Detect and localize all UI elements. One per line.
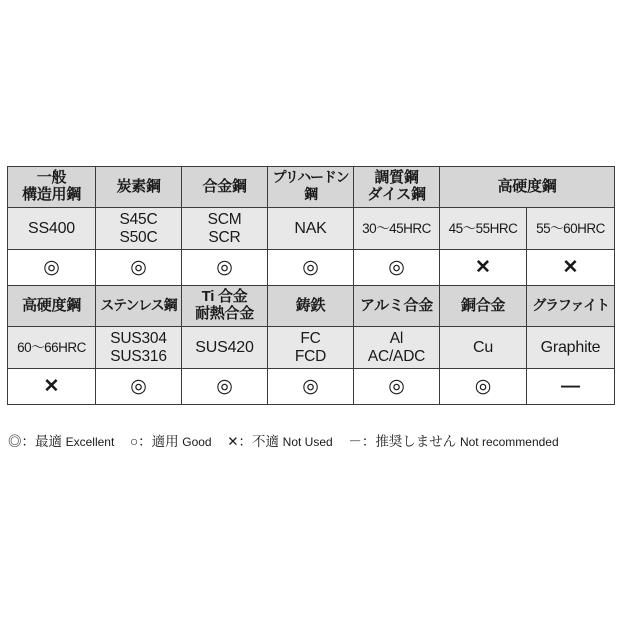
header-line-1: 高硬度鋼: [497, 177, 557, 195]
legend-label-jp: 適用: [151, 434, 179, 449]
grade-line-1: Graphite: [540, 338, 601, 356]
table-row: [8, 369, 615, 405]
grade-cell-scm-scr: [182, 208, 268, 250]
grade-line-2: SUS316: [110, 347, 167, 365]
header-cell-prehardened-steel: [268, 167, 354, 208]
rating-cell-sus304-sus316: [96, 369, 182, 405]
rating-cell-fc-fcd: [268, 369, 354, 405]
header-line-1: 一般: [36, 169, 67, 187]
legend: [8, 430, 618, 450]
grade-cell-ss400: [8, 208, 96, 250]
grade-line-1: 60～66HRC: [17, 339, 86, 355]
grade-line-1: S45C: [119, 211, 158, 229]
header-cell-ti-alloy-heat-resistant-alloy: [182, 286, 268, 327]
grade-line-2: SCR: [208, 228, 241, 246]
table-row: [8, 250, 615, 286]
grade-line-1: 45～55HRC: [448, 220, 518, 236]
rating-symbol: ◎: [130, 256, 147, 278]
legend-separator: ：: [361, 434, 376, 449]
material-compatibility-table: [7, 166, 614, 405]
legend-symbol-circle: ○: [129, 434, 139, 449]
legend-symbol-double-circle: ◎: [8, 434, 22, 449]
legend-label-jp: 不適: [252, 434, 280, 449]
grade-line-1: FC: [300, 330, 321, 348]
table-row: [8, 286, 615, 327]
rating-symbol: ◎: [43, 256, 60, 278]
grade-line-1: SUS304: [110, 330, 167, 348]
header-cell-aluminium-alloy: [354, 286, 440, 327]
grade-line-1: 55～60HRC: [536, 220, 605, 236]
legend-item-excellent: [8, 430, 114, 450]
grade-cell-sus420: [182, 327, 268, 369]
header-line-1: Ti 合金: [201, 288, 248, 306]
grade-cell-fc-fcd: [268, 327, 354, 369]
header-line-1: アルミ合金: [360, 296, 433, 314]
header-cell-alloy-steel: [182, 167, 268, 208]
header-cell-copper-alloy: [440, 286, 527, 327]
header-line-1: プリハードン鋼: [272, 169, 349, 202]
grade-line-1: NAK: [294, 219, 327, 237]
rating-cell-cu: [440, 369, 527, 405]
header-line-1: 調質鋼: [374, 169, 419, 187]
header-line-1: 炭素鋼: [116, 177, 161, 195]
legend-item-not-recommended: [348, 430, 558, 450]
legend-label-jp: 最適: [35, 434, 62, 449]
rating-cell-nak: [268, 250, 354, 286]
table-row: [8, 208, 615, 250]
grade-line-2: FCD: [294, 347, 327, 365]
header-line-2: ダイス鋼: [367, 186, 426, 203]
rating-cell-45-55hrc: [440, 250, 527, 286]
rating-symbol: ✕: [43, 375, 60, 397]
grade-line-1: SCM: [207, 211, 242, 229]
rating-cell-55-60hrc: [527, 250, 615, 286]
grade-cell-sus304-sus316: [96, 327, 182, 369]
grade-cell-30-45hrc: [354, 208, 440, 250]
header-cell-high-hardness-steel-2: [8, 286, 96, 327]
rating-cell-30-45hrc: [354, 250, 440, 286]
header-cell-carbon-steel: [96, 167, 182, 208]
legend-symbol-dash: －: [348, 434, 362, 449]
rating-cell-ss400: [8, 250, 96, 286]
header-line-1: 銅合金: [460, 296, 506, 314]
header-cell-cast-iron: [268, 286, 354, 327]
header-line-1: 合金鋼: [202, 177, 247, 195]
legend-label-en: Good: [182, 435, 212, 449]
header-cell-high-hardness-steel: [440, 167, 615, 208]
rating-symbol: ◎: [216, 256, 233, 278]
rating-symbol: ◎: [302, 256, 319, 278]
header-line-2: 構造用鋼: [22, 186, 81, 203]
grade-line-2: S50C: [119, 228, 158, 246]
legend-label-en: Not Used: [282, 435, 333, 449]
legend-symbol-cross: ✕: [227, 434, 239, 449]
rating-symbol: ◎: [388, 375, 405, 397]
grade-line-2: AC/ADC: [367, 347, 426, 365]
grade-line-1: SS400: [27, 219, 76, 237]
rating-cell-s45c-s50c: [96, 250, 182, 286]
grade-cell-graphite: [527, 327, 615, 369]
legend-separator: ：: [138, 434, 152, 449]
grade-line-1: Al: [389, 330, 404, 348]
header-line-2: 耐熱合金: [195, 305, 254, 322]
legend-label-en: Not recommended: [459, 435, 559, 449]
rating-cell-60-66hrc: [8, 369, 96, 405]
rating-cell-scm-scr: [182, 250, 268, 286]
rating-symbol: ◎: [216, 375, 233, 397]
grade-cell-45-55hrc: [440, 208, 527, 250]
rating-symbol: ―: [561, 375, 580, 397]
table-row: [8, 327, 615, 369]
header-cell-stainless-steel: [96, 286, 182, 327]
header-cell-quenched-tempered-die-steel: [354, 167, 440, 208]
header-line-1: ステンレス鋼: [100, 296, 177, 313]
header-line-1: グラファイト: [532, 296, 609, 313]
rating-symbol: ✕: [562, 256, 579, 278]
rating-cell-sus420: [182, 369, 268, 405]
grade-cell-60-66hrc: [8, 327, 96, 369]
legend-separator: ：: [21, 434, 35, 449]
grade-line-1: SUS420: [195, 338, 254, 356]
legend-item-good: [130, 430, 212, 450]
table-row: [8, 167, 615, 208]
grade-cell-al-ac-adc: [354, 327, 440, 369]
legend-label-jp: 推奨しません: [375, 434, 457, 449]
grade-line-1: Cu: [472, 338, 494, 356]
rating-cell-al-ac-adc: [354, 369, 440, 405]
grade-line-1: 30～45HRC: [362, 220, 431, 236]
grade-cell-nak: [268, 208, 354, 250]
grade-cell-s45c-s50c: [96, 208, 182, 250]
rating-symbol: ✕: [475, 256, 491, 278]
grade-cell-cu: [440, 327, 527, 369]
header-line-1: 高硬度鋼: [22, 296, 81, 314]
header-line-1: 鋳鉄: [295, 296, 326, 314]
rating-symbol: ◎: [302, 375, 319, 397]
header-cell-general-structural-steel: [8, 167, 96, 208]
rating-symbol: ◎: [388, 256, 405, 278]
grade-cell-55-60hrc: [527, 208, 615, 250]
rating-symbol: ◎: [130, 375, 147, 397]
legend-item-not-used: [227, 430, 332, 450]
header-cell-graphite: [527, 286, 615, 327]
compatibility-table: [7, 166, 615, 405]
rating-cell-graphite: [527, 369, 615, 405]
rating-symbol: ◎: [474, 375, 492, 397]
legend-label-en: Excellent: [65, 435, 115, 449]
legend-separator: ：: [238, 434, 253, 449]
